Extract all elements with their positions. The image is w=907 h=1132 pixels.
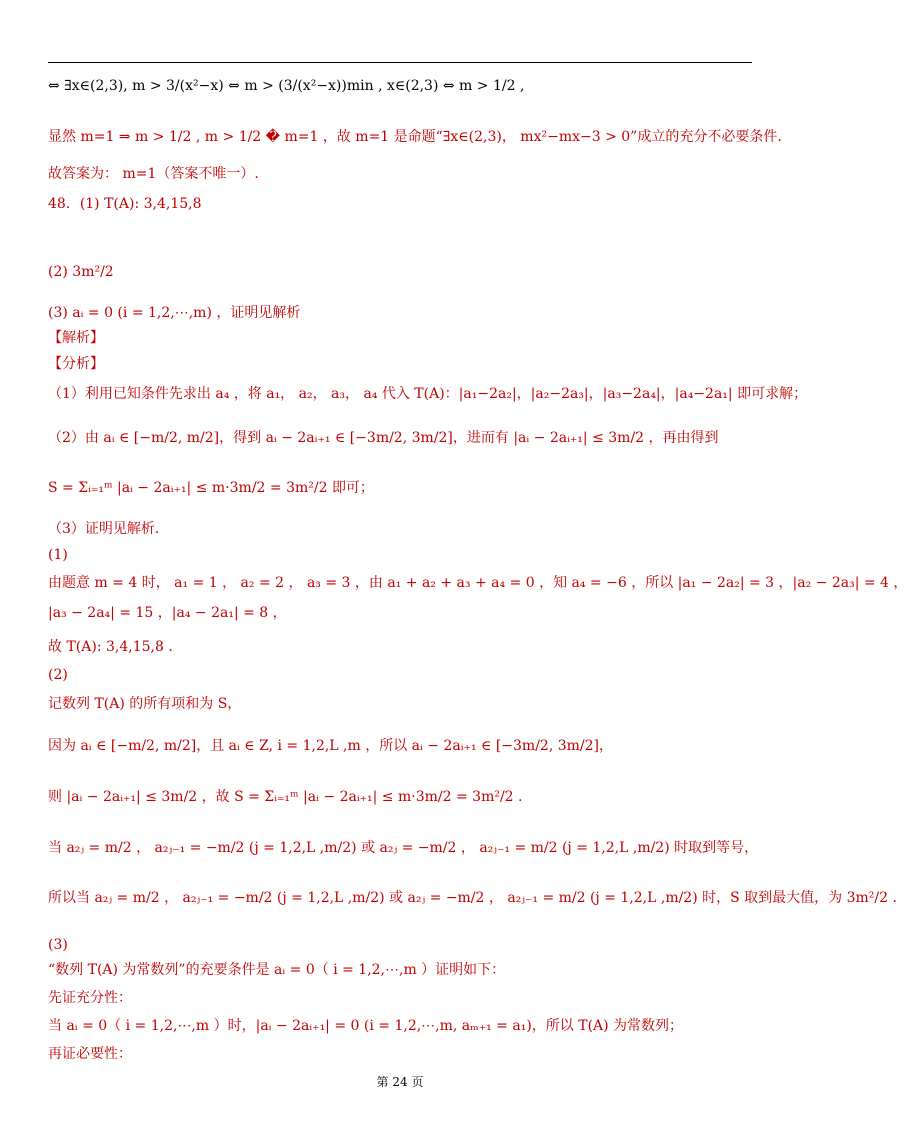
solution-2-c: 则 |aᵢ − 2aᵢ₊₁| ≤ 3m/2 ，故 S = Σᵢ₌₁ᵐ |aᵢ − 2aᵢ₊₁| ≤ m·3m/2 = 3m²/2 .	[48, 789, 523, 805]
text-line-03: 故答案为： m=1（答案不唯一）.	[48, 166, 259, 182]
part-2-label: (2)	[48, 667, 68, 683]
solution-2-a: 记数列 T(A) 的所有项和为 S，	[48, 696, 242, 712]
analysis-3: （3）证明见解析.	[48, 521, 160, 537]
text-line-02: 显然 m=1 ⇒ m > 1/2 , m > 1/2 � m=1 ，故 m=1 是命题“∃x∈(2,3)， mx²−mx−3 > 0”成立的充分不必要条件.	[48, 129, 782, 145]
solution-3-c: 当 aᵢ = 0（ i = 1,2,⋯,m ）时，|aᵢ − 2aᵢ₊₁| = 0 (i = 1,2,⋯,m, aₘ₊₁ = a₁)，所以 T(A) 为常数列；	[48, 1018, 684, 1034]
analysis-2-sum: S = Σᵢ₌₁ᵐ |aᵢ − 2aᵢ₊₁| ≤ m·3m/2 = 3m²/2 即可；	[48, 480, 374, 496]
answer-48-1: 48．(1) T(A): 3,4,15,8	[48, 196, 202, 212]
part-1-label: (1)	[48, 547, 68, 563]
answer-48-2: (2) 3m²/2	[48, 264, 114, 280]
section-fenxi: 【分析】	[48, 356, 104, 372]
solution-2-b: 因为 aᵢ ∈ [−m/2, m/2]，且 aᵢ ∈ Z, i = 1,2,L ,m ，所以 aᵢ − 2aᵢ₊₁ ∈ [−3m/2, 3m/2]，	[48, 738, 613, 754]
solution-1-a: 由题意 m = 4 时， a₁ = 1 ， a₂ = 2 ， a₃ = 3 ，由 a₁ + a₂ + a₃ + a₄ = 0 ，知 a₄ = −6 ，所以 |a₁ − 2a₂| = 3 ，|a₂ − 2a₃| = 4 ，	[48, 575, 907, 591]
answer-48-3: (3) aᵢ = 0 (i = 1,2,⋯,m) ，证明见解析	[48, 305, 301, 321]
analysis-1: （1）利用已知条件先求出 a₄ ，将 a₁， a₂， a₃， a₄ 代入 T(A)：|a₁−2a₂|，|a₂−2a₃|，|a₃−2a₄|，|a₄−2a₁| 即可求解；	[48, 386, 808, 402]
part-3-label: (3)	[48, 937, 68, 953]
solution-3-d: 再证必要性：	[48, 1046, 132, 1062]
solution-3-a: “数列 T(A) 为常数列”的充要条件是 aᵢ = 0（ i = 1,2,⋯,m ）证明如下：	[48, 962, 506, 978]
solution-2-d: 当 a₂ⱼ = m/2 ， a₂ⱼ₋₁ = −m/2 (j = 1,2,L ,m/2) 或 a₂ⱼ = −m/2 ， a₂ⱼ₋₁ = m/2 (j = 1,2,L ,m/2) 时取到等号，	[48, 840, 759, 856]
page-number: 第 24 页	[376, 1075, 424, 1089]
solution-3-b: 先证充分性：	[48, 990, 132, 1006]
solution-1-b: |a₃ − 2a₄| = 15 ，|a₄ − 2a₁| = 8 ，	[48, 605, 287, 621]
text-line-01: ⇔ ∃x∈(2,3), m > 3/(x²−x) ⇔ m > (3/(x²−x))min , x∈(2,3) ⇔ m > 1/2 ,	[48, 78, 525, 94]
solution-2-e: 所以当 a₂ⱼ = m/2 ， a₂ⱼ₋₁ = −m/2 (j = 1,2,L ,m/2) 或 a₂ⱼ = −m/2 ， a₂ⱼ₋₁ = m/2 (j = 1,2,L ,m/2) 时，S 取到最大值，为 3m²/2 .	[48, 890, 897, 906]
analysis-2: （2）由 aᵢ ∈ [−m/2, m/2]，得到 aᵢ − 2aᵢ₊₁ ∈ [−3m/2, 3m/2]，进而有 |aᵢ − 2aᵢ₊₁| ≤ 3m/2 ，再由得到	[48, 430, 719, 446]
section-jiexi: 【解析】	[48, 330, 104, 346]
solution-1-c: 故 T(A): 3,4,15,8 .	[48, 639, 173, 655]
header-rule	[48, 62, 752, 63]
